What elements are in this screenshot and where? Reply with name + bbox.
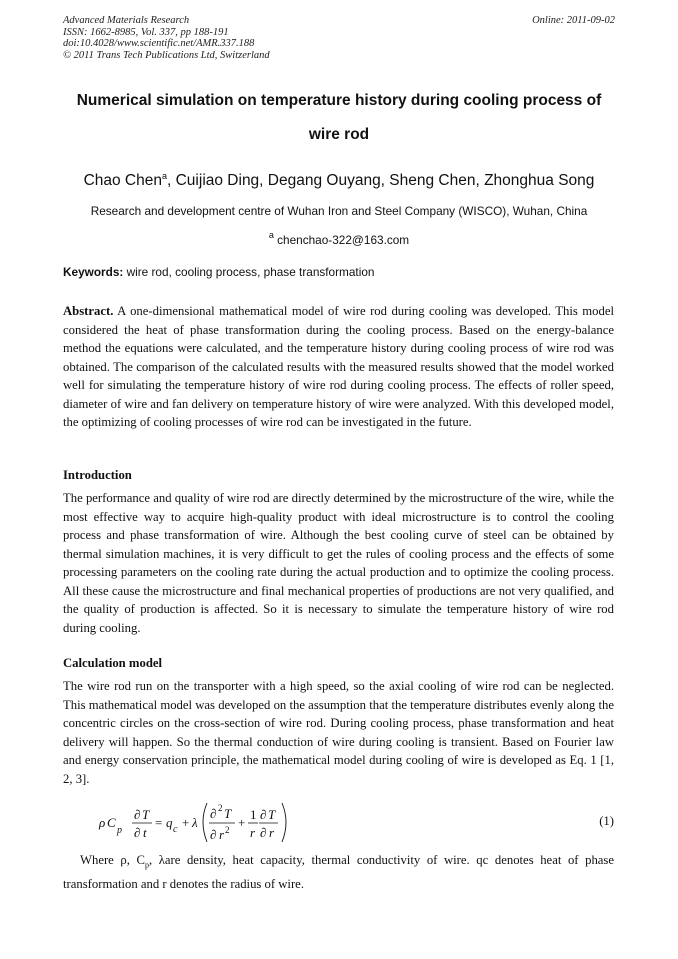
email-address: chenchao-322@163.com — [277, 233, 410, 247]
where-cp-subscript: p — [144, 860, 149, 870]
affiliation: Research and development centre of Wuhan Iron and Steel Company (WISCO), Wuhan, China — [90, 204, 588, 218]
eq-dt-num-t: T — [142, 807, 150, 822]
paper-title-line-1: Numerical simulation on temperature history during cooling process of — [76, 92, 602, 109]
keywords — [63, 264, 374, 280]
keywords-text: wire rod, cooling process, phase transformation — [126, 265, 375, 279]
eq-right-paren — [282, 803, 286, 842]
eq-d2-t: T — [224, 806, 232, 821]
first-author-mark: a — [161, 171, 167, 181]
eq-c-sub: c — [173, 824, 178, 835]
calculation-model-heading: Calculation model — [63, 656, 163, 670]
journal-header — [63, 15, 270, 61]
journal-copyright: © 2011 Trans Tech Publications Ltd, Switzerland — [63, 49, 270, 61]
introduction-text: The performance and quality of wire rod are directly determined by the microstructure of the wire, while the most effective way to acquire high-quality product with ideal microstructure is to control the cooling process and phase transformation of wire. Although the best cooling curve of steel can be obtained by thermal simulation machines, it is very difficult to get the rules of cooling process and the effects of some processing parameters on the cooling rate during the actual production and to optimize the cooling process. All these cause the microstructure and final mechanical properties of productions are not very qualified, and the quality of production is affected. So it is necessary to simulate the temperature history of wire rod during cooling. — [63, 491, 614, 635]
eq-d2-exponent: 2 — [218, 803, 223, 813]
eq-rho: ρ — [99, 815, 106, 830]
eq-dtr-num-t: T — [268, 807, 276, 822]
abstract-label: Abstract. — [63, 304, 114, 318]
eq-dr2-partial: ∂ — [210, 827, 217, 842]
introduction-heading: Introduction — [63, 468, 132, 482]
eq-dt-num-partial: ∂ — [134, 807, 141, 822]
paper-title-line-2: wire rod — [308, 126, 370, 143]
variable-definitions — [63, 851, 614, 894]
eq-equals: = — [155, 815, 163, 830]
email-mark: a — [268, 230, 274, 240]
keywords-label: Keywords: — [63, 265, 124, 279]
author-list — [30, 166, 648, 191]
eq-d2-partial: ∂ — [210, 806, 217, 821]
eq-dr2-r: r — [219, 827, 225, 842]
eq-dr2-exponent: 2 — [225, 825, 230, 835]
journal-name: Advanced Materials Research — [63, 15, 190, 26]
eq-dtr-den-partial: ∂ — [260, 825, 267, 840]
abstract-text: A one-dimensional mathematical model of wire rod during cooling was developed. This model considered the heat of phase transformation during the cooling process. Based on the energy-balance method the equations were calculated, and the temperature history during cooling process of wire rod was obtained. The comparison of the calculated results with the measured results showed that the model worked well for simulating the temperature history of wire rod during cooling process. The effects of roller speed, diameter of wire and fan delivery on temperature history of wire were analyzed. With this developed model, the optimizing of cooling processes of wire rod can be investigated in the future. — [63, 304, 614, 429]
eq-dt-den-partial: ∂ — [134, 825, 141, 840]
calculation-model-text: The wire rod run on the transporter with a high speed, so the axial cooling of wire rod can be neglected. This mathematical model was developed on the assumption that the temperature distributes evenly along the concentric circles on the cross-section of wire rod. During cooling process, phase transformation and heat delivery will happen. So the thermal conduction of wire during cooling is transient. Based on Fourier law and energy conservation principle, the mathematical model during cooling of wire is developed as Eq. 1 [1, 2, 3]. — [63, 679, 614, 786]
where-text-start: Where ρ, C — [80, 853, 145, 867]
other-authors: , Cuijiao Ding, Degang Ouyang, Sheng Chen, Zhonghua Song — [167, 172, 595, 189]
eq-plus-2: + — [238, 815, 246, 830]
first-author: Chao Chen — [83, 172, 162, 189]
eq-lambda: λ — [192, 815, 198, 830]
eq-c: C — [107, 815, 116, 830]
where-text-end: , λare density, heat capacity, thermal conductivity of wire. qc denotes heat of phase transformation and r denotes the radius of wire. — [63, 853, 614, 892]
eq-one: 1 — [250, 807, 257, 822]
equation-1 — [95, 796, 295, 848]
author-email — [30, 227, 648, 248]
eq-p-sub: p — [117, 825, 122, 836]
journal-issn: ISSN: 1662-8985, Vol. 337, pp 188-191 — [63, 26, 229, 38]
eq-inv-r: r — [250, 825, 256, 840]
online-date: Online: 2011-09-02 — [532, 15, 615, 26]
eq-dtr-den-r: r — [269, 825, 275, 840]
journal-doi: doi:10.4028/www.scientific.net/AMR.337.188 — [63, 38, 255, 49]
abstract — [63, 302, 614, 432]
eq-dt-den-t: t — [143, 825, 147, 840]
eq-q: q — [166, 815, 173, 830]
eq-plus-1: + — [182, 815, 190, 830]
eq-left-paren — [203, 803, 207, 842]
eq-dtr-num-partial: ∂ — [260, 807, 267, 822]
equation-number: (1) — [599, 814, 614, 828]
